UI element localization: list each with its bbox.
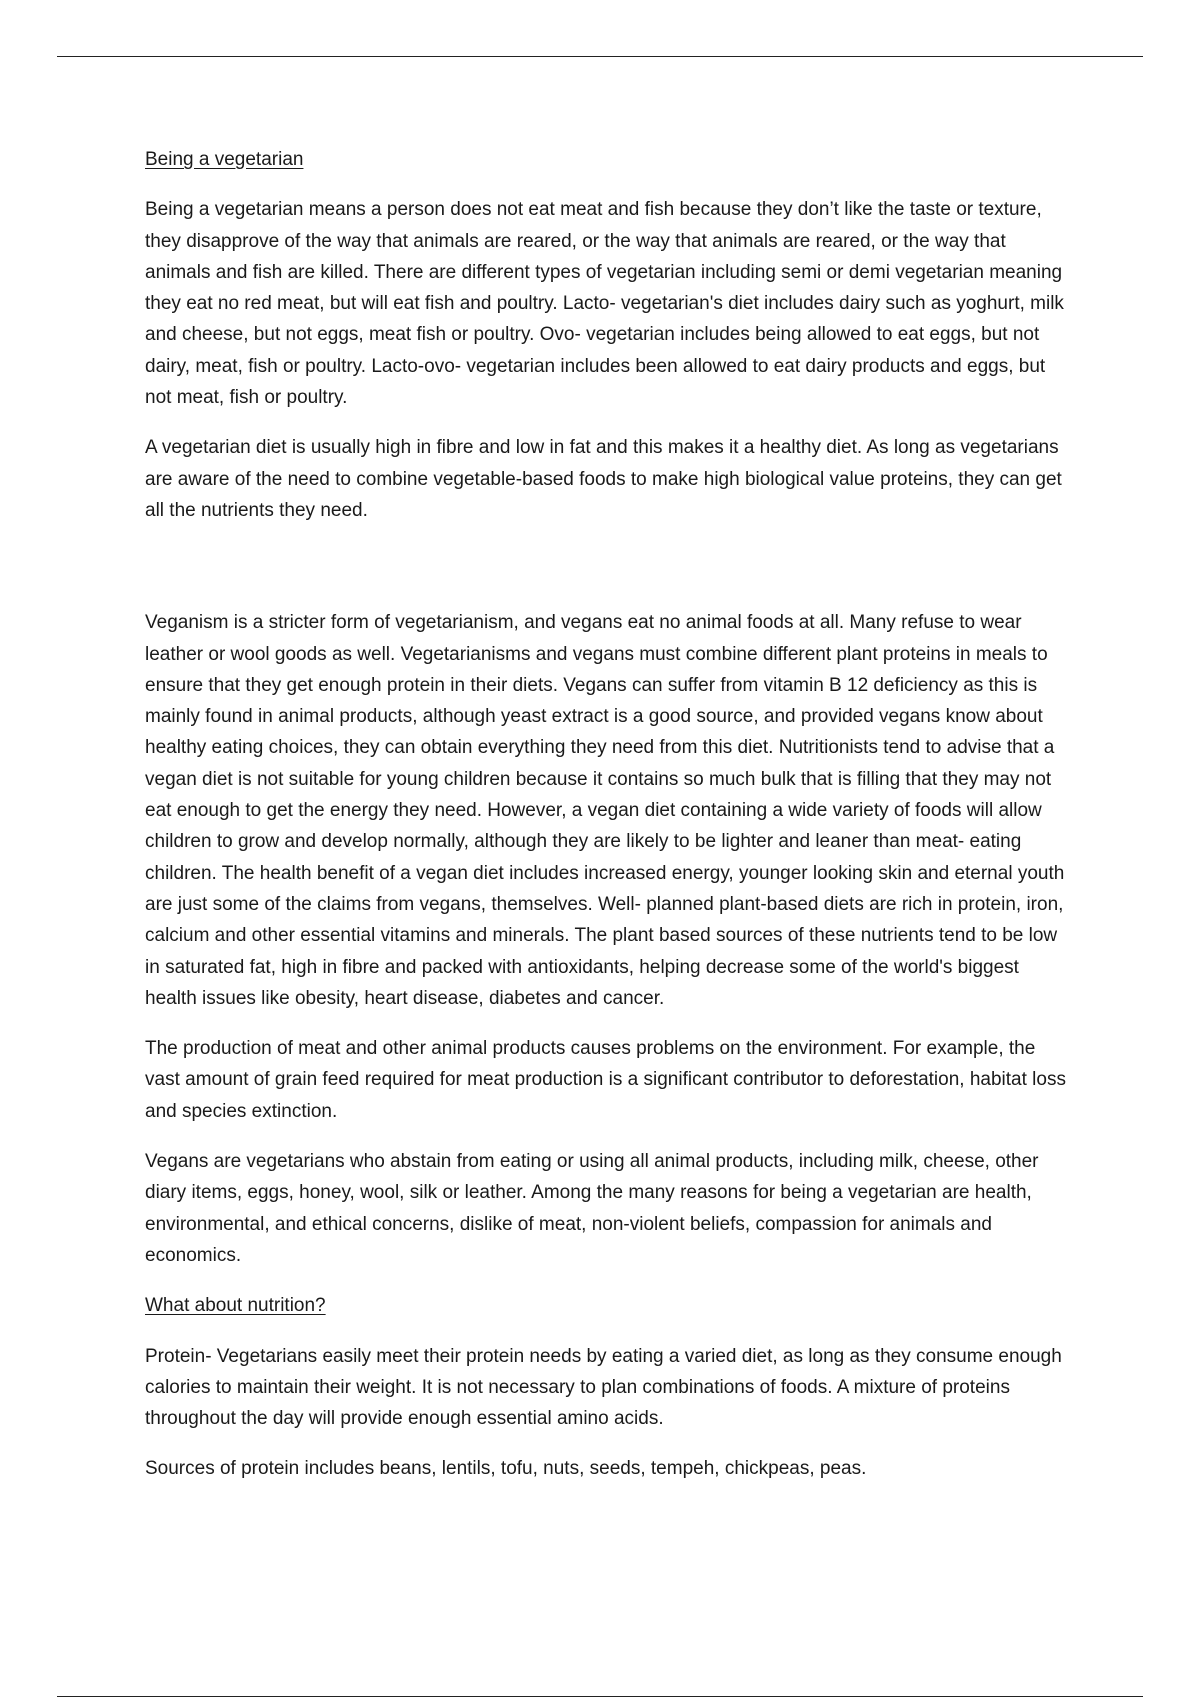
header-rule — [57, 56, 1143, 57]
blank-space — [145, 545, 1075, 607]
paragraph-protein: Protein- Vegetarians easily meet their protein needs by eating a varied diet, as long as they consume enough calories to maintain their weight. It is not necessary to plan combinations of foods. A mixture of proteins throughout the day will provide enough essential amino acids. — [145, 1345, 1062, 1430]
footer-rule — [57, 1696, 1143, 1697]
section-heading-being-vegetarian: Being a vegetarian — [145, 149, 304, 170]
paragraph-protein-sources: Sources of protein includes beans, lentils, tofu, nuts, seeds, tempeh, chickpeas, peas. — [145, 1458, 867, 1480]
paragraph-environment: The production of meat and other animal products causes problems on the environment. For example, the vast amount of grain feed required for meat production is a significant contributor to deforestation, habitat loss and species extinction. — [145, 1038, 1066, 1122]
paragraph-vegan-reasons: Vegans are vegetarians who abstain from eating or using all animal products, including milk, cheese, other diary items, eggs, honey, wool, silk or leather. Among the many reasons for being a vegetarian are health, environmental, and ethical concerns, dislike of meat, non-violent beliefs, compassion for animals and economics. — [145, 1151, 1039, 1266]
paragraph-vegetarian-diet: A vegetarian diet is usually high in fibre and low in fat and this makes it a healthy diet. As long as vegetarians are aware of the need to combine vegetable-based foods to make high biological value proteins, they can get all the nutrients they need. — [145, 437, 1062, 521]
section-heading-nutrition: What about nutrition? — [145, 1295, 326, 1317]
paragraph-veganism: Veganism is a stricter form of vegetarianism, and vegans eat no animal foods at all. Many refuse to wear leather or wool goods as well. Vegetarianisms and vegans must combine different plant proteins in meals to ensure that they get enough protein in their diets. Vegans can suffer from vitamin B 12 deficiency as this is mainly found in animal products, although yeast extract is a good source, and provided vegans know about healthy eating choices, they can obtain everything they need from this diet. Nutritionists tend to advise that a vegan diet is not suitable for young children because it contains so much bulk that is filling that they may not eat enough to get the energy they need. However, a vegan diet containing a wide variety of foods will allow children to grow and develop normally, although they are likely to be lighter and leaner than meat- eating children. The health benefit of a vegan diet includes increased energy, younger looking skin and eternal youth are just some of the claims from vegans, themselves. Well- planned plant-based diets are rich in protein, iron, calcium and other essential vitamins and minerals. The plant based sources of these nutrients tend to be low in saturated fat, high in fibre and packed with antioxidants, helping decrease some of the world's biggest health issues like obesity, heart disease, diabetes and cancer. — [145, 612, 1065, 1009]
document-body — [145, 144, 1075, 1504]
paragraph-vegetarian-types: Being a vegetarian means a person does not eat meat and fish because they don’t like the taste or texture, they disapprove of the way that animals are reared, or the way that animals are reared, or the way that animals and fish are killed. There are different types of vegetarian including semi or demi vegetarian meaning they eat no red meat, but will eat fish and poultry. Lacto- vegetarian's diet includes dairy such as yoghurt, milk and cheese, but not eggs, meat fish or poultry. Ovo- vegetarian includes being allowed to eat eggs, but not dairy, meat, fish or poultry. Lacto-ovo- vegetarian includes been allowed to eat dairy products and eggs, but not meat, fish or poultry. — [145, 199, 1064, 409]
